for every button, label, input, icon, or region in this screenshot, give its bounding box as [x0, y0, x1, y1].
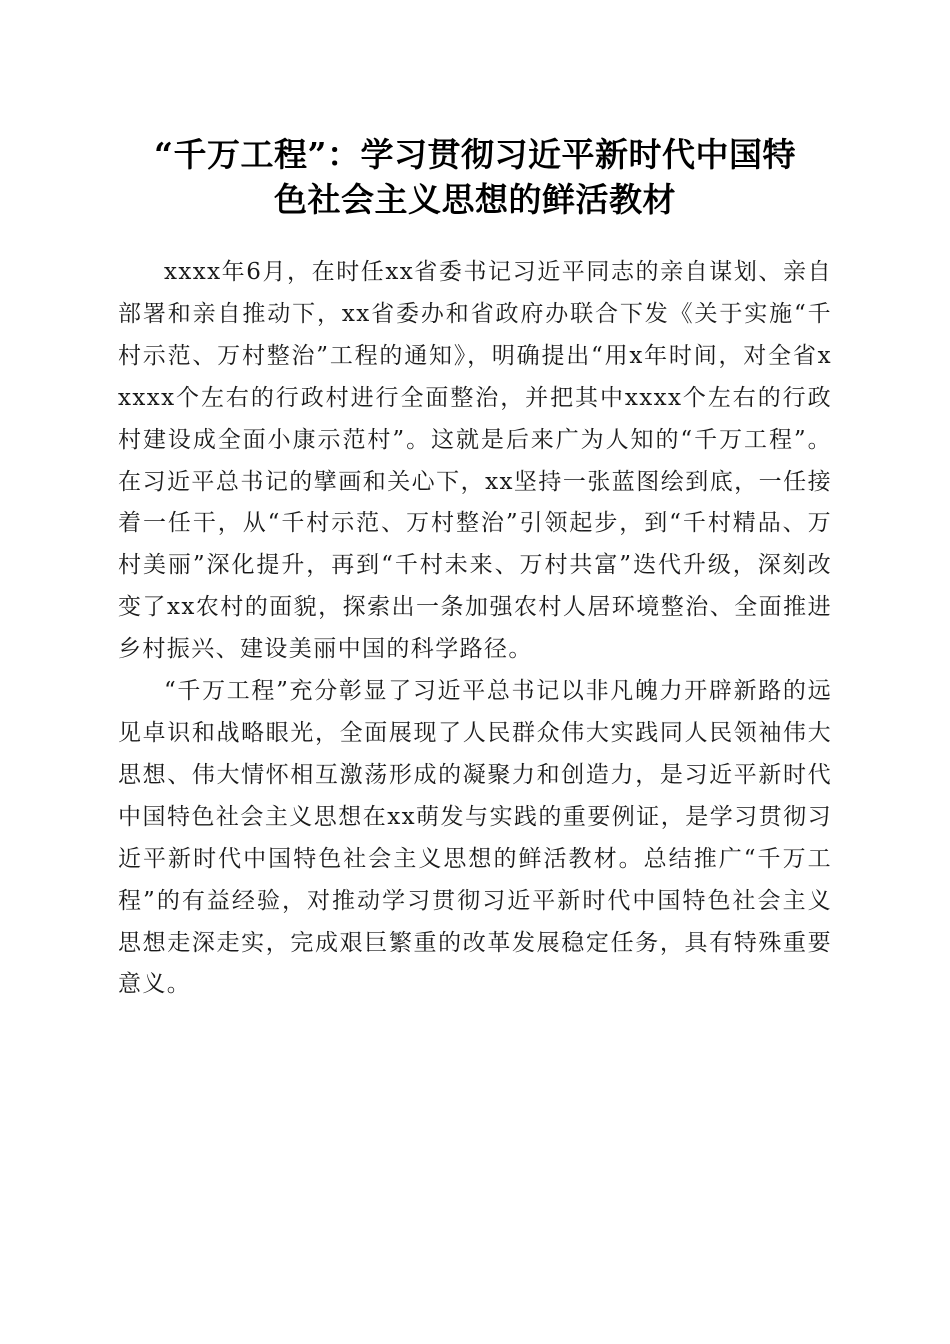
- title-line-1: “千万工程”：学习贯彻习近平新时代中国特: [154, 135, 796, 174]
- title-line-2: 色社会主义思想的鲜活教材: [274, 180, 676, 219]
- document-title: [118, 132, 832, 222]
- paragraph-2: “千万工程”充分彰显了习近平总书记以非凡魄力开辟新路的远见卓识和战略眼光，全面展现了人民群众伟大实践同人民领袖伟大思想、伟大情怀相互激荡形成的凝聚力和创造力，是习近平新时代中国特色社会主义思想在xx萌发与实践的重要例证，是学习贯彻习近平新时代中国特色社会主义思想的鲜活教材。总结推广“千万工程”的有益经验，对推动学习贯彻习近平新时代中国特色社会主义思想走深走实，完成艰巨繁重的改革发展稳定任务，具有特殊重要意义。: [118, 678, 832, 998]
- document-body: [118, 252, 832, 1006]
- paragraph-1: xxxx年6月，在时任xx省委书记习近平同志的亲自谋划、亲自部署和亲自推动下，xx省委办和省政府办联合下发《关于实施“千村示范、万村整治”工程的通知》，明确提出“用x年时间，对全省xxxxx个左右的行政村进行全面整治，并把其中xxxx个左右的行政村建设成全面小康示范村”。这就是后来广为人知的“千万工程”。在习近平总书记的擘画和关心下，xx坚持一张蓝图绘到底，一任接着一任干，从“千村示范、万村整治”引领起步，到“千村精品、万村美丽”深化提升，再到“千村未来、万村共富”迭代升级，深刻改变了xx农村的面貌，探索出一条加强农村人居环境整治、全面推进乡村振兴、建设美丽中国的科学路径。: [118, 259, 832, 663]
